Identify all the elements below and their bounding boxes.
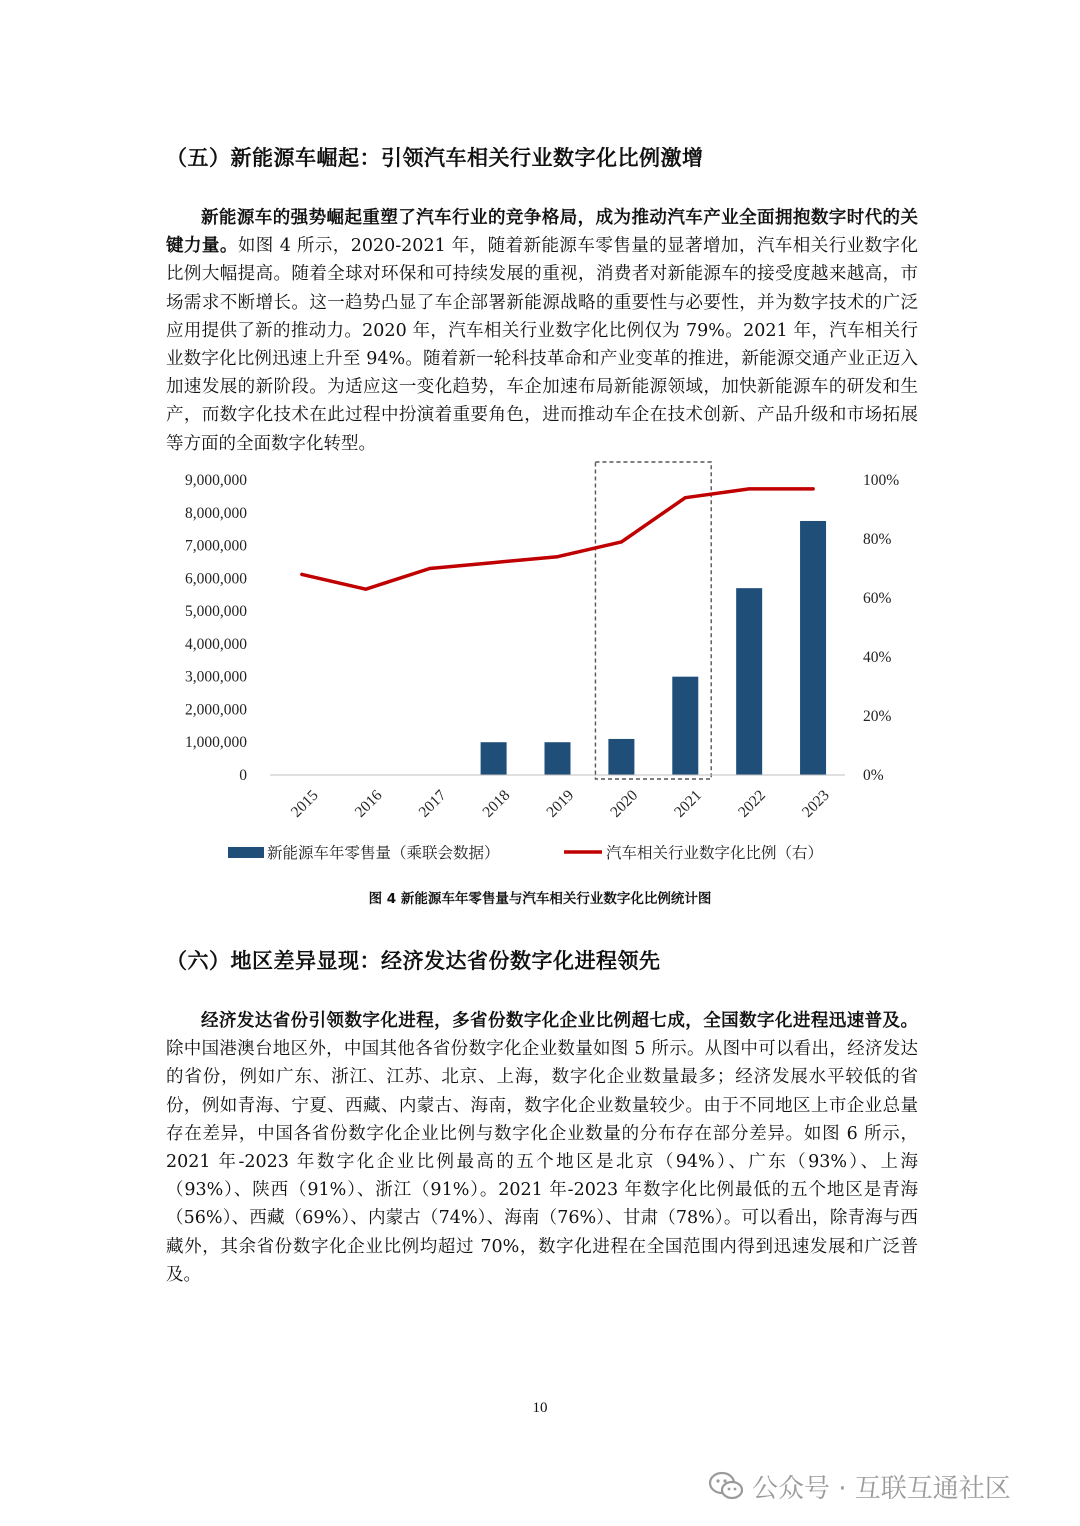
bar — [800, 521, 826, 775]
left-axis-tick-label: 2,000,000 — [185, 701, 247, 719]
left-axis-ticks — [185, 472, 247, 784]
line-point — [300, 573, 303, 576]
left-axis-tick-label: 0 — [239, 767, 247, 784]
chart-legend — [228, 843, 823, 862]
left-axis-tick-label: 7,000,000 — [185, 537, 247, 555]
line-point — [556, 555, 559, 558]
section-5-paragraph — [166, 204, 918, 458]
page-number: 10 — [532, 1400, 548, 1416]
x-axis-tick-label: 2022 — [735, 786, 769, 821]
section-heading-6: （六）地区差异显现：经济发达省份数字化进程领先 — [166, 948, 661, 973]
wechat-icon — [708, 1470, 744, 1502]
x-axis-tick-label: 2021 — [671, 786, 706, 821]
x-axis-tick-label: 2023 — [798, 786, 833, 821]
series-line — [302, 489, 813, 589]
figure-caption: 图 4 新能源车年零售量与汽车相关行业数字化比例统计图 — [368, 891, 712, 907]
legend-bar-swatch — [228, 847, 264, 858]
paragraph-body: 如图 4 所示，2020-2021 年，随着新能源车零售量的显著增加，汽车相关行业数字化比例大幅提高。随着全球对环保和可持续发展的重视，消费者对新能源车的接受度越来越高，市场需求不断增长。这一趋势凸显了车企部署新能源战略的重要性与必要性，并为数字技术的广泛应用提供了新的推动力。2020 年，汽车相关行业数字化比例仅为 79%。2021 年，汽车相关行业数字化比例迅速上升至 94%。随着新一轮科技革命和产业变革的推进，新能源交通产业正迈入加速发展的新阶段。为适应这一变化趋势，车企加速布局新能源领域，加快新能源车的研发和生产，而数字化技术在此过程中扮演着重要角色，进而推动车企在技术创新、产品升级和市场拓展等方面的全面数字化转型。 — [166, 236, 919, 454]
bar — [608, 739, 634, 775]
x-axis-tick-label: 2018 — [479, 786, 514, 821]
line-point — [428, 567, 431, 570]
x-axis-tick-label: 2016 — [351, 786, 386, 821]
line-point — [364, 588, 367, 591]
right-axis-tick-label: 20% — [863, 708, 892, 725]
line-point — [492, 561, 495, 564]
paragraph-lead: 新能源车的强势崛起重塑了汽车行业的竞争格局，成为推动汽车产业全面拥抱数字时代的关键力量。 — [166, 208, 918, 257]
bar — [481, 742, 507, 775]
x-axis-tick-label: 2015 — [287, 786, 322, 821]
x-axis-tick-label: 2017 — [415, 786, 450, 821]
section-heading-5: （五）新能源车崛起：引领汽车相关行业数字化比例激增 — [166, 145, 704, 170]
legend-bar-label: 新能源车年零售量（乘联会数据） — [267, 844, 500, 862]
line-point — [620, 540, 623, 543]
left-axis-tick-label: 1,000,000 — [185, 734, 247, 752]
paragraph-lead: 经济发达省份引领数字化进程，多省份数字化企业比例超七成，全国数字化进程迅速普及。 — [201, 1011, 918, 1031]
left-axis-tick-label: 5,000,000 — [185, 603, 247, 621]
paragraph-body: 除中国港澳台地区外，中国其他各省份数字化企业数量如图 5 所示。从图中可以看出，经济发达的省份，例如广东、浙江、江苏、北京、上海，数字化企业数量最多；经济发展水平较低的省份，例如青海、宁夏、西藏、内蒙古、海南，数字化企业数量较少。由于不同地区上市企业总量存在差异，中国各省份数字化企业比例与数字化企业数量的分布存在部分差异。如图 6 所示，2021 年-2023 年数字化企业比例最高的五个地区是北京（94%）、广东（93%）、上海（93%）、陕西（91%）、浙江（91%）。2021 年-2023 年数字化比例最低的五个地区是青海（56%）、西藏（69%）、内蒙古（74%）、海南（76%）、甘肃（78%）。可以看出，除青海与西藏外，其余省份数字化企业比例均超过 70%，数字化进程在全国范围内得到迅速发展和广泛普及。 — [166, 1039, 918, 1285]
right-axis-tick-label: 100% — [863, 472, 900, 489]
watermark — [708, 1466, 1011, 1506]
line-point — [811, 487, 814, 490]
watermark-text: 公众号 · 互联互通社区 — [752, 1473, 1011, 1504]
x-axis-tick-label: 2020 — [607, 786, 642, 821]
right-axis-tick-label: 80% — [863, 531, 892, 548]
bar — [736, 588, 762, 775]
left-axis-tick-label: 8,000,000 — [185, 504, 247, 522]
left-axis-tick-label: 6,000,000 — [185, 570, 247, 588]
right-axis-tick-label: 40% — [863, 649, 892, 666]
figure-4-chart — [160, 455, 920, 875]
left-axis-tick-label: 9,000,000 — [185, 472, 247, 489]
left-axis-tick-label: 4,000,000 — [185, 635, 247, 653]
line-series — [300, 487, 814, 591]
legend-line-label: 汽车相关行业数字化比例（右） — [606, 844, 824, 862]
line-point — [684, 496, 687, 499]
bar — [545, 742, 571, 775]
right-axis-ticks — [863, 472, 899, 784]
section-6-paragraph — [166, 1007, 918, 1289]
line-point — [748, 487, 751, 490]
x-axis-tick-label: 2019 — [543, 786, 578, 821]
right-axis-tick-label: 0% — [863, 767, 884, 784]
x-axis-ticks — [288, 787, 833, 821]
bar — [672, 677, 698, 775]
left-axis-tick-label: 3,000,000 — [185, 668, 247, 686]
right-axis-tick-label: 60% — [863, 590, 892, 607]
